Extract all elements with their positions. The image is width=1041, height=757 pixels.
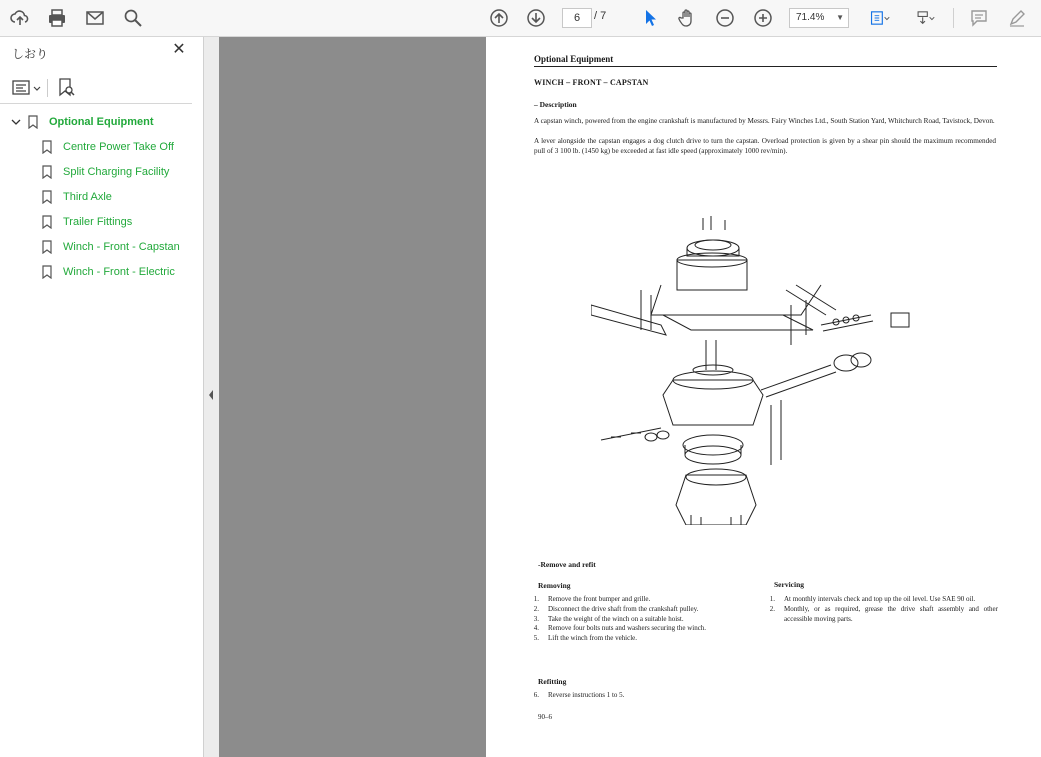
bookmark-centre-power-take-off[interactable]	[41, 136, 174, 158]
refitting-heading: Refitting	[538, 677, 567, 686]
bookmark-label: Winch - Front - Capstan	[63, 241, 180, 253]
document-background	[219, 37, 486, 757]
exploded-winch-diagram	[591, 215, 911, 525]
removing-steps	[526, 595, 764, 644]
bookmark-label: Winch - Front - Electric	[63, 266, 175, 278]
bookmark-winch-front-electric[interactable]	[41, 261, 175, 283]
bookmark-label: Centre Power Take Off	[63, 141, 174, 153]
bookmark-options-icon[interactable]	[12, 80, 42, 96]
list-item: 5. Lift the winch from the vehicle.	[533, 634, 638, 643]
removing-heading: Removing	[538, 581, 571, 590]
page-number-input[interactable]: 6	[562, 8, 592, 28]
list-item: 2. Monthly, or as required, grease the drive shaft assembly and other accessible moving parts.	[769, 604, 998, 623]
page-footer-number: 90–6	[538, 713, 552, 721]
panel-title: しおり	[12, 47, 49, 61]
remove-refit-heading: -Remove and refit	[538, 560, 596, 569]
bookmark-split-charging-facility[interactable]	[41, 161, 169, 183]
close-icon[interactable]: ✕	[172, 41, 186, 58]
chevron-down-icon: ▼	[836, 13, 844, 22]
zoom-value: 71.4%	[796, 12, 825, 23]
toolbar	[0, 0, 1041, 37]
bookmarks-panel	[0, 37, 204, 757]
search-icon[interactable]	[121, 6, 145, 30]
bookmark-icon	[41, 265, 53, 279]
next-page-icon[interactable]	[524, 6, 548, 30]
list-item: 2. Disconnect the drive shaft from the crankshaft pulley.	[533, 604, 699, 613]
servicing-heading: Servicing	[774, 580, 804, 589]
section-title: WINCH – FRONT – CAPSTAN	[534, 78, 649, 87]
bookmark-label: Split Charging Facility	[63, 166, 170, 178]
list-item: 1. At monthly intervals check and top up the oil level. Use SAE 90 oil.	[769, 595, 976, 603]
bookmark-icon	[41, 165, 53, 179]
bookmark-icon	[41, 190, 53, 204]
description-heading: – Description	[534, 100, 577, 109]
zoom-select[interactable]	[789, 8, 849, 28]
bookmark-icon	[27, 115, 39, 129]
print-icon[interactable]	[45, 6, 69, 30]
header-rule	[534, 66, 997, 67]
collapse-panel-icon[interactable]	[207, 388, 215, 402]
hand-tool-icon[interactable]	[675, 6, 699, 30]
fit-page-icon[interactable]	[865, 6, 895, 30]
document-page	[486, 37, 1041, 757]
bookmark-icon	[41, 215, 53, 229]
scroll-mode-icon[interactable]	[910, 6, 940, 30]
page-header: Optional Equipment	[534, 54, 614, 64]
bookmark-label: Trailer Fittings	[63, 216, 133, 228]
find-bookmark-icon[interactable]	[58, 78, 76, 98]
chevron-down-icon[interactable]	[10, 116, 22, 128]
toolbar-separator	[953, 8, 954, 28]
bookmark-optional-equipment[interactable]	[27, 111, 154, 133]
zoom-in-icon[interactable]	[751, 6, 775, 30]
bookmark-label: Optional Equipment	[49, 116, 154, 128]
bookmark-icon	[41, 240, 53, 254]
bookmark-third-axle[interactable]	[41, 186, 112, 208]
zoom-out-icon[interactable]	[713, 6, 737, 30]
mail-icon[interactable]	[83, 6, 107, 30]
bookmark-icon	[41, 140, 53, 154]
comment-icon[interactable]	[967, 6, 991, 30]
previous-page-icon[interactable]	[487, 6, 511, 30]
bookmark-trailer-fittings[interactable]	[41, 211, 132, 233]
list-item: 3. Take the weight of the winch on a suitable hoist.	[533, 614, 684, 623]
list-item: 6. Reverse instructions 1 to 5.	[533, 691, 625, 699]
bookmark-winch-front-capstan[interactable]	[41, 236, 180, 258]
pen-icon[interactable]	[1005, 6, 1029, 30]
list-item: 4. Remove four bolts nuts and washers securing the winch.	[533, 624, 707, 633]
refitting-steps	[526, 691, 764, 701]
list-item: 1. Remove the front bumper and grille.	[533, 595, 651, 603]
panel-divider	[0, 103, 192, 104]
upload-cloud-icon[interactable]	[8, 6, 32, 30]
bookmark-label: Third Axle	[63, 191, 112, 203]
page-total: / 7	[594, 10, 607, 22]
paragraph-2: A lever alongside the capstan engages a dog clutch drive to turn the capstan. Overload protection is given by a shear pin should the maximum recommended pull of 3 100 lb. (1450 kg) be exceeded at fast idle speed (approximately 1000 rev/min).	[534, 137, 996, 155]
servicing-steps	[762, 595, 998, 624]
paragraph-1: A capstan winch, powered from the engine crankshaft is manufactured by Messrs. Fairy Winches Ltd., South Station Yard, Whitchurch Road, Tavistock, Devon.	[534, 117, 995, 125]
select-cursor-icon[interactable]	[638, 6, 662, 30]
panel-tools	[12, 77, 192, 99]
